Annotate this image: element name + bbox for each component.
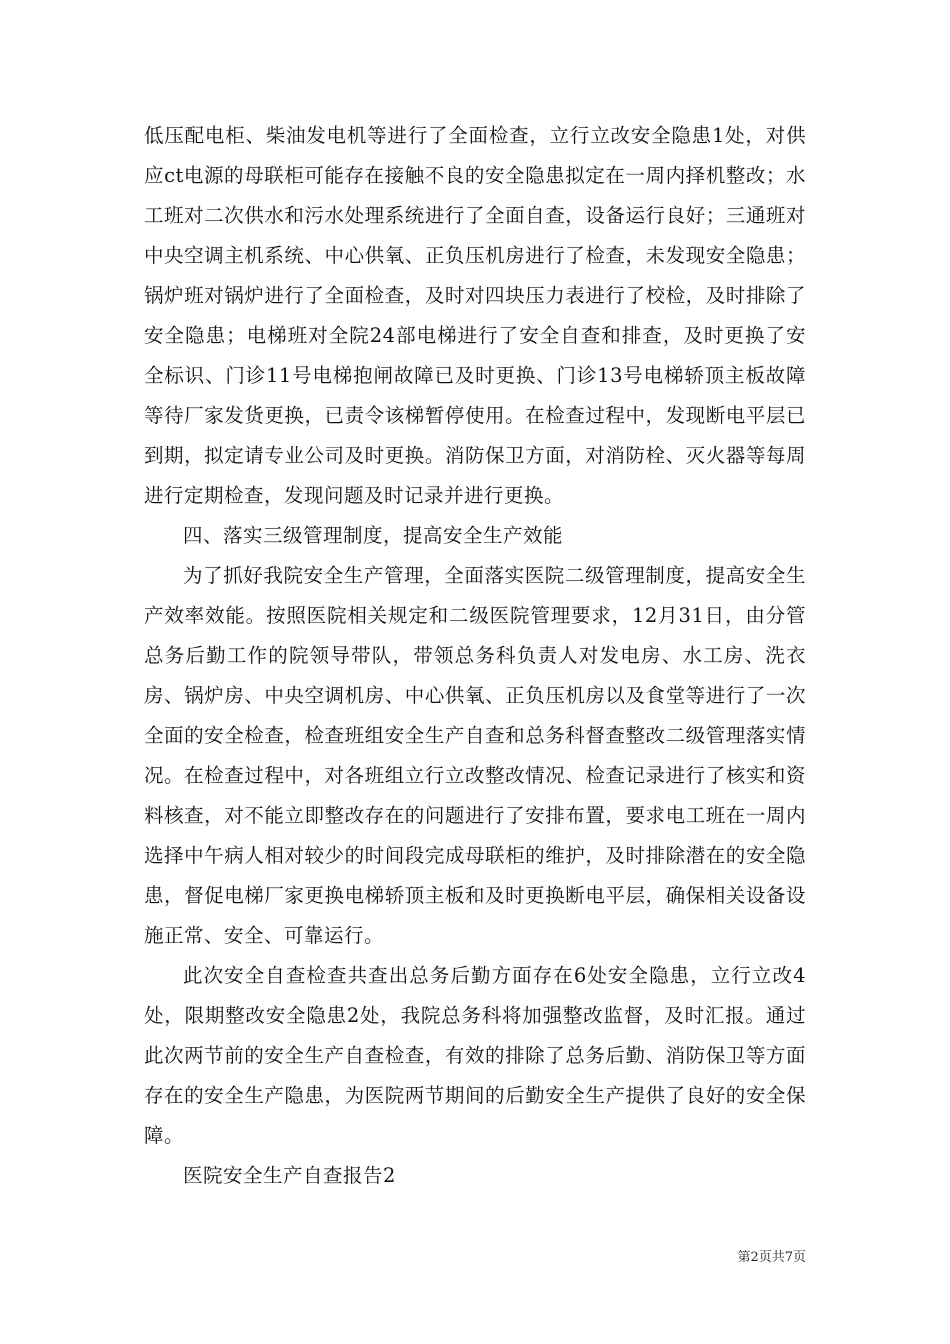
report-title-2: 医院安全生产自查报告2 bbox=[183, 1164, 396, 1187]
page-number: 第2页共7页 bbox=[737, 1250, 806, 1265]
paragraph-summary: 此次安全自查检查共查出总务后勤方面存在6处安全隐患，立行立改4处，限期整改安全隐患2处，我院总务科将加强整改监督，及时汇报。通过此次两节前的安全生产自查检查，有效的排除了总务后勤、消防保卫等方面存在的安全生产隐患，为医院两节期间的后勤安全生产提供了良好的安全保障。 bbox=[144, 964, 806, 1147]
paragraph-management-system: 为了抓好我院安全生产管理，全面落实医院二级管理制度，提高安全生产效率效能。按照医院相关规定和二级医院管理要求，12月31日，由分管总务后勤工作的院领导带队，带领总务科负责人对发电房、水工房、洗衣房、锅炉房、中央空调机房、中心供氧、正负压机房以及食堂等进行了一次全面的安全检查，检查班组安全生产自查和总务科督查整改二级管理落实情况。在检查过程中，对各班组立行立改整改情况、检查记录进行了核实和资料核查，对不能立即整改存在的问题进行了安排布置，要求电工班在一周内选择中午病人相对较少的时间段完成母联柜的维护，及时排除潜在的安全隐患，督促电梯厂家更换电梯轿顶主板和及时更换断电平层，确保相关设备设施正常、安全、可靠运行。 bbox=[144, 564, 806, 947]
paragraph-equipment-inspection: 低压配电柜、柴油发电机等进行了全面检查，立行立改安全隐患1处，对供应ct电源的母联柜可能存在接触不良的安全隐患拟定在一周内择机整改；水工班对二次供水和污水处理系统进行了全面自查，设备运行良好；三通班对中央空调主机系统、中心供氧、正负压机房进行了检查，未发现安全隐患；锅炉班对锅炉进行了全面检查，及时对四块压力表进行了校检，及时排除了安全隐患；电梯班对全院24部电梯进行了安全自查和排查，及时更换了安全标识、门诊11号电梯抱闸故障已及时更换、门诊13号电梯轿顶主板故障等待厂家发货更换，已责令该梯暂停使用。在检查过程中，发现断电平层已到期，拟定请专业公司及时更换。消防保卫方面，对消防栓、灭火器等每周进行定期检查，发现问题及时记录并进行更换。 bbox=[144, 124, 806, 507]
document-body bbox=[144, 116, 806, 1196]
section-heading-four: 四、落实三级管理制度，提高安全生产效能 bbox=[183, 524, 564, 547]
